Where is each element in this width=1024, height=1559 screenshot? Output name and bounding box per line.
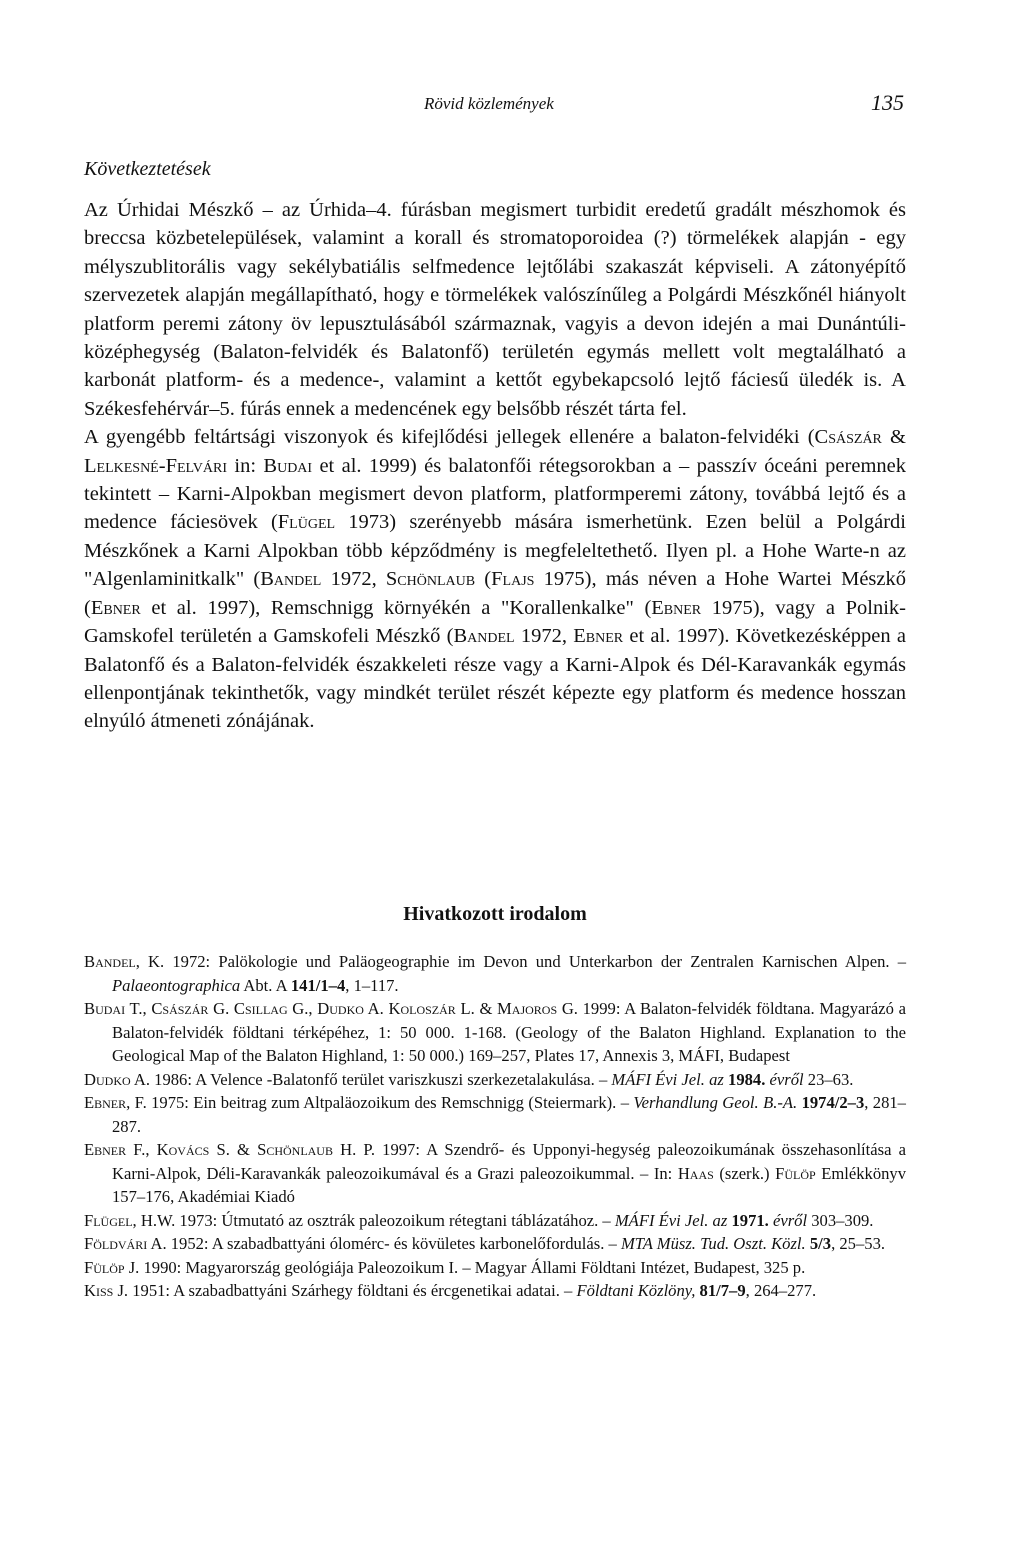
text-run: Földvári A. (84, 1234, 167, 1253)
journal-page (84, 0, 906, 1559)
text-run: Ebner (90, 596, 141, 619)
text-run: 1975), más néven a Hohe Wartei Mészkő ( (84, 568, 906, 619)
text-run: Lelkesné-Felvári (84, 454, 228, 477)
text-run: 1951: A szabadbattyáni Szárhegy földtani és ércgenetikai adatai. – (128, 1281, 577, 1300)
text-run: , 1–117. (345, 975, 399, 995)
text-run: Ebner F., Kovács S. & Schönlaub H. P. (84, 1140, 375, 1159)
text-run: 1974/2–3 (801, 1093, 865, 1112)
text-run: Verhandlung Geol. B.-A. (633, 1093, 798, 1112)
text-run: Palaeontographica (112, 975, 241, 995)
text-run: ( (475, 568, 492, 591)
text-run: 1975: Ein beitrag zum Altpaläozoikum des Remschnigg (Steiermark). – (146, 1093, 634, 1112)
reference-item (84, 950, 906, 997)
text-run: 81/7–9 (699, 1281, 746, 1300)
text-run: 1997: A Szendrő- és Upponyi-hegység paleozoikumának összehasonlítása a Karni-Alpok, Déli-Karavankák paleozoikumával és a Grazi paleozoikummal. – In: (112, 1140, 906, 1183)
text-run: Abt. A (240, 975, 291, 995)
reference-item (84, 1138, 906, 1209)
text-run: (szerk.) (713, 1163, 776, 1183)
reference-item (84, 1279, 906, 1303)
text-run: 1972, (321, 568, 386, 591)
text-run: 1973: Útmutató az osztrák paleozoikum rétegtani táblázatához. – (175, 1210, 615, 1230)
text-run: et al. 1999) és balatonfői rétegsorokban a – passzív óceáni peremnek tekintett – Karni-Alpokban megismert devon platform, platformperemi zátony, továbbá lejtő és a medence fáciesövek ( (84, 454, 906, 534)
reference-item (84, 1232, 906, 1256)
text-run: Kiss J. (84, 1281, 129, 1300)
text-run: MTA Müsz. Tud. Oszt. Közl. (620, 1234, 806, 1253)
text-run: évről (769, 1069, 804, 1089)
reference-item (84, 1209, 906, 1233)
text-run: Császár (814, 426, 882, 449)
text-run: Ebner (651, 596, 702, 619)
text-run: Dudko A. (84, 1069, 151, 1089)
text-run: et al. 1997), Remschnigg környékén a "Korallenkalke" ( (140, 596, 652, 619)
body-text (84, 196, 906, 736)
text-run: & (881, 426, 906, 449)
text-run: 1971. (731, 1210, 769, 1230)
text-run: Fülöp J. (84, 1257, 140, 1277)
text-run: Budai (263, 454, 313, 477)
reference-item (84, 1256, 906, 1280)
text-run: , 25–53. (831, 1234, 886, 1253)
reference-list (84, 950, 906, 1303)
text-run: Flügel, H.W. (84, 1210, 176, 1230)
text-run: Földtani Közlöny, (576, 1281, 696, 1300)
text-run: 1986: A Velence -Balatonfő terület variszkuszi szerkezetalakulása. – (150, 1069, 612, 1089)
text-run: 1999: A Balaton-felvidék földtana. Magyarázó a Balaton-felvidék földtani térképéhez, 1: 50 000. 1-168. (Geology of the Balaton Highland. Explanation to the Geological Map of the Balaton Highland, 1: 50 000.) 169–257, Plates 17, Annexis 3, MÁFI, Budapest (112, 999, 906, 1065)
text-run: in: (227, 454, 264, 477)
text-run: évről (772, 1210, 808, 1230)
text-run: Bandel (260, 568, 322, 591)
text-run: 303–309. (807, 1210, 874, 1230)
reference-item (84, 1068, 906, 1092)
text-run: A gyengébb feltártsági viszonyok és kifejlődési jellegek ellenére a balaton-felvidéki ( (84, 426, 815, 449)
text-run: 141/1–4 (290, 975, 346, 995)
running-header (84, 90, 906, 124)
text-run: Ebner (573, 625, 624, 648)
text-run: 23–63. (803, 1069, 854, 1089)
text-run: az (712, 1210, 728, 1230)
text-run: Flügel (277, 511, 336, 534)
paragraph (84, 423, 906, 735)
text-run: Fülöp (775, 1163, 816, 1183)
page-number: 135 (871, 90, 904, 115)
text-run: , 281–287. (112, 1093, 906, 1136)
text-run: 1990: Magyarország geológiája Paleozoikum I. – Magyar Állami Földtani Intézet, Budapest, 325 p. (139, 1257, 806, 1277)
text-run: Haas (677, 1163, 714, 1183)
text-run: , 264–277. (745, 1281, 817, 1300)
text-run: 1952: A szabadbattyáni ólomérc- és kövületes karbonelőfordulás. – (166, 1234, 621, 1253)
text-run: 5/3 (809, 1234, 832, 1253)
text-run: Emlékkönyv 157–176, Akadémiai Kiadó (112, 1163, 907, 1206)
text-run: Ebner, F. (84, 1093, 147, 1112)
text-run: Bandel (453, 625, 515, 648)
text-run: 1975), vagy a Polnik- Gamskofel területén a Gamskofeli Mészkő ( (84, 596, 906, 648)
text-run: Flajs (491, 568, 535, 591)
reference-item (84, 1091, 906, 1138)
text-run: MÁFI Évi Jel. (611, 1069, 705, 1089)
text-run: Bandel, K. (84, 952, 165, 971)
section-heading: Következtetések (84, 158, 211, 180)
text-run: Schönlaub (385, 568, 476, 591)
running-title: Rövid közlemények (424, 94, 554, 113)
text-run: 1972, (514, 625, 574, 648)
text-run: Budai T., Császár G. Csillag G., Dudko A. Koloszár L. & Majoros G. (84, 999, 578, 1018)
references-heading: Hivatkozott irodalom (403, 903, 587, 925)
text-run: az (709, 1069, 724, 1089)
text-run: MÁFI Évi Jel. (614, 1210, 709, 1230)
reference-item (84, 997, 906, 1068)
text-run: 1972: Palökologie und Paläogeographie im Devon und Unterkarbon der Zentralen Karnischen Alpen. – (164, 952, 906, 971)
text-run: 1984. (728, 1069, 766, 1089)
text-run: 1973) szerényebb mására ismerhetünk. Ezen belül a Polgárdi Mészkőnek a Karni Alpokban több képződmény is megfeleltethető. Ilyen pl. a Hohe Warte-n az "Algenlaminitkalk" ( (84, 511, 906, 591)
text-run: Az Úrhidai Mészkő – az Úrhida–4. fúrásban megismert turbidit eredetű gradált mészhomok és breccsa közbetelepülések, valamint a korall és stromatoporoidea (?) törmelékek alapján - egy mélyszublitorális vagy sekélybatiális selfmedence lejtőlábi szakaszát képviseli. A zátonyépítő szervezetek alapján megállapítható, hogy e törmelékek valószínűleg a Polgárdi Mészkőnél hiányolt platform peremi zátony öv lepusztulásából származnak, vagyis a devon idején a mai Dunántúli-középhegység (Balaton-felvidék és Balatonfő) területén egymás mellett volt megtalálható a karbonát platform- és a medence-, valamint a kettőt egybekapcsoló lejtő fáciesű üledék is. A Székesfehérvár–5. fúrás ennek a medencének egy belsőbb részét tárta fel. (84, 199, 906, 420)
paragraph (84, 196, 906, 423)
text-run: et al. 1997). Következésképpen a Balatonfő és a Balaton-felvidék északkeleti része vagy a Karni-Alpok és Dél-Karavankák egymás ellenpontjának tekinthetők, vagy mindkét terület részét képezte egy platform és medence hosszan elnyúló átmeneti zónájának. (84, 625, 906, 733)
